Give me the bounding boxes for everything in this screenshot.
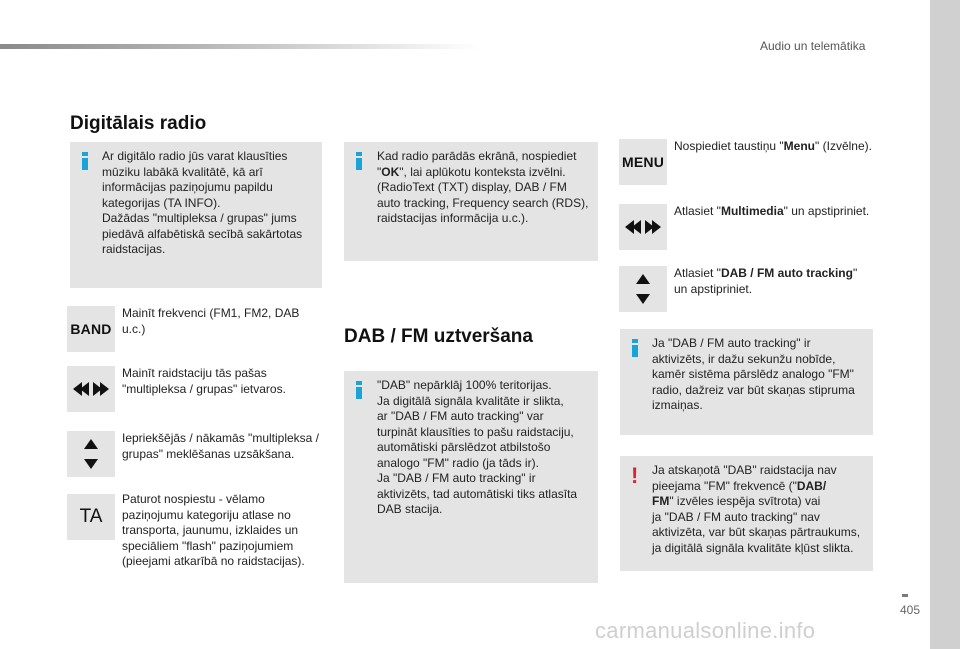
step-menu-text: Nospiediet taustiņu "Menu" (Izvēlne). xyxy=(674,139,872,153)
info-tracking-text: Ja "DAB / FM auto tracking" ir aktivizēts, ir dažu sekunžu nobīde, kamēr sistēma pārslēdz analogo "FM" radio, dažreiz var būt skaņas stipruma izmaiņas. xyxy=(652,336,855,412)
heading-digital-radio: Digitālais radio xyxy=(70,113,207,134)
warning-box-dab xyxy=(620,456,873,571)
info-box-intro xyxy=(70,142,322,288)
heading-dab-fm: DAB / FM uztveršana xyxy=(344,326,533,347)
info-dab-text: "DAB" nepārklāj 100% teritorijas. Ja digitālā signāla kvalitāte ir slikta, ar "DAB / FM auto tracking" var turpināt klausīties to pašu raidstaciju, automātiski pārslēdzot atbilstošo analogo "FM" radio (ja tāds ir). Ja "DAB / FM auto tracking" ir aktivizēts, tad automātiski tiks atlasīta DAB stacija. xyxy=(377,378,578,516)
info-icon xyxy=(632,339,638,357)
watermark-text: carmanualsonline.info xyxy=(595,618,816,643)
info-box-dab xyxy=(344,371,598,583)
step-multimedia-text: Atlasiet "Multimedia" un apstipriniet. xyxy=(674,204,870,218)
step-tracking-text: Atlasiet "DAB / FM auto tracking" un apstipriniet. xyxy=(674,266,858,296)
info-box-context xyxy=(344,142,598,261)
seek-arrows-icon xyxy=(67,366,115,412)
up-down-arrows-icon xyxy=(619,266,667,312)
up-down-arrows-icon xyxy=(67,431,115,477)
control-seek-text: Mainīt raidstaciju tās pašas "multipleksa / grupas" ietvaros. xyxy=(122,366,286,396)
info-icon xyxy=(356,152,362,170)
control-ta-text: Paturot nospiestu - vēlamo paziņojumu kategoriju atlase no transporta, jaunumu, izklaides un speciāliem "flash" paziņojumiem (pieejami atkarībā no raidstacijas). xyxy=(122,492,305,568)
page-number-marker xyxy=(902,594,908,597)
control-band-text: Mainīt frekvenci (FM1, FM2, DAB u.c.) xyxy=(122,306,300,336)
ta-icon: TA xyxy=(67,494,115,540)
left-right-arrows-icon xyxy=(619,204,667,250)
info-icon xyxy=(82,152,88,170)
warning-icon: ! xyxy=(631,463,639,488)
menu-icon: MENU xyxy=(619,139,667,185)
page-edge-strip xyxy=(930,0,960,649)
warning-dab-text: Ja atskaņotā "DAB" raidstacija nav pieejama "FM" frekvencē ("DAB/ FM" izvēles iespēja svītrota) vai ja "DAB / FM auto tracking" nav aktivizēta, var būt skaņas pārtraukums, ja digitālā signāla kvalitāte kļūst slikta. xyxy=(652,463,861,555)
info-box-tracking xyxy=(620,329,873,435)
info-intro-text: Ar digitālo radio jūs varat klausīties mūziku labākā kvalitātē, kā arī informācijas paziņojumu papildu kategorijas (TA INFO). Dažādas "multipleksa / grupas" jums piedāvā alfabētiskā secībā sakārtotas raidstacijas. xyxy=(102,149,303,256)
page-number: 405 xyxy=(900,603,921,617)
section-title: Audio un telemātika xyxy=(760,39,866,53)
info-icon xyxy=(356,381,362,399)
info-context-text: Kad radio parādās ekrānā, nospiediet "OK", lai aplūkotu konteksta izvēlni. (RadioText (TXT) display, DAB / FM auto tracking, Frequency search (RDS), raidstacijas informācija u.c.). xyxy=(377,149,589,225)
band-icon: BAND xyxy=(67,306,115,352)
control-search-text: Iepriekšējās / nākamās "multipleksa / grupas" meklēšanas uzsākšana. xyxy=(122,431,320,461)
header-gradient-bar xyxy=(0,44,480,49)
